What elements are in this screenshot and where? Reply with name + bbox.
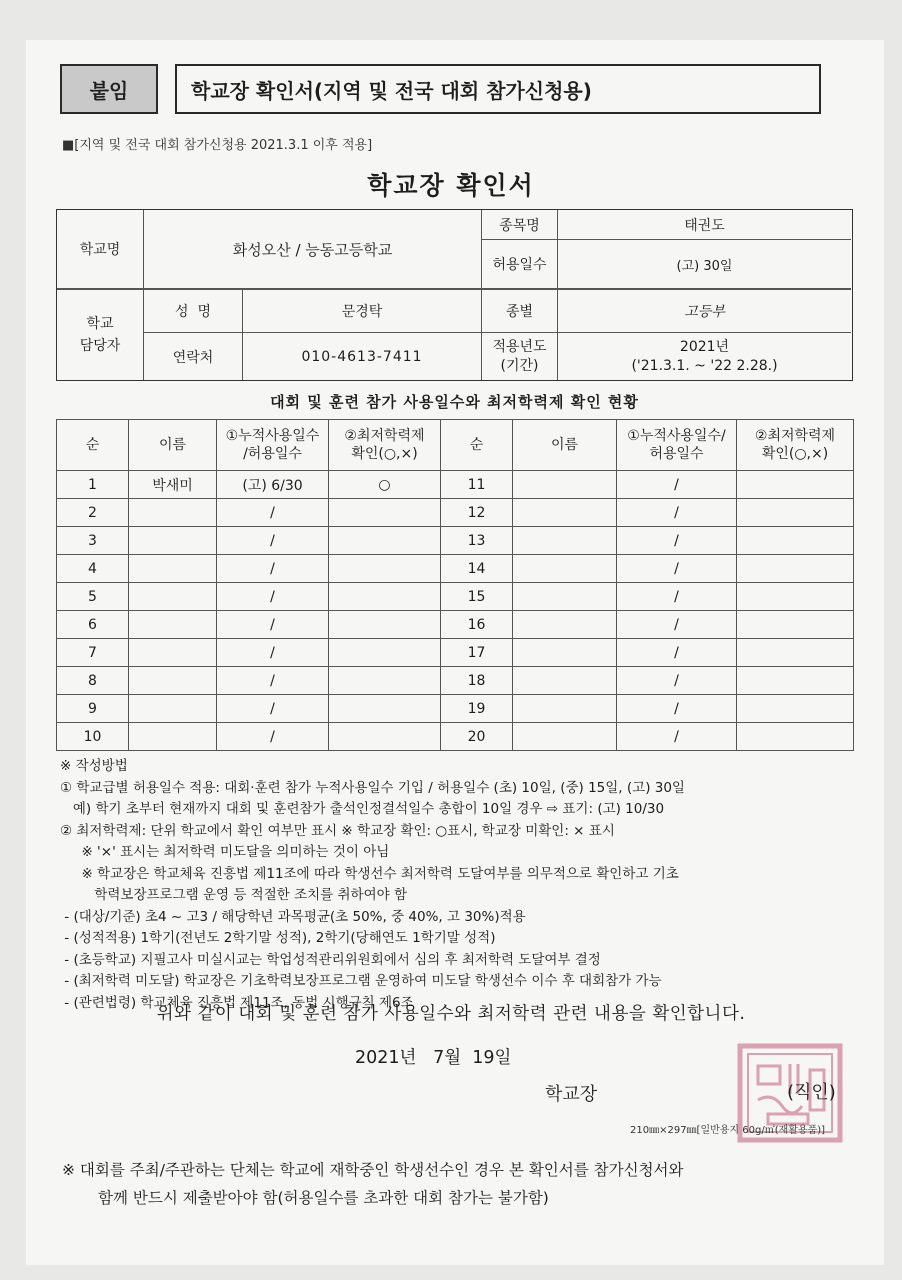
row-check: [737, 667, 854, 695]
confirmation-statement: 위와 같이 대회 및 훈련 참가 사용일수와 최저학력 관련 내용을 확인합니다.: [156, 1004, 746, 1024]
row-check: [737, 527, 854, 555]
row-days: /: [617, 723, 737, 751]
instruction-line: ① 학교급별 허용일수 적용: 대회·훈련 참가 누적사용일수 기입 / 허용일수 (초) 10일, (중) 15일, (고) 30일: [60, 779, 685, 796]
writing-instructions: [60, 756, 860, 1014]
division-value: 고등부: [684, 303, 725, 320]
col-name-right: 이름: [513, 420, 617, 471]
row-days: /: [617, 527, 737, 555]
table-row: [57, 471, 854, 499]
info-table: [56, 209, 853, 381]
row-no: 3: [57, 527, 129, 555]
school-value: 화성오산 / 능동고등학교: [232, 240, 393, 259]
table-row: [57, 667, 854, 695]
row-name: [513, 583, 617, 611]
instruction-line: ※ 학교장은 학교체육 진흥법 제11조에 따라 학생선수 최저학력 도달여부를 의무적으로 확인하고 기초: [60, 865, 679, 882]
event-label: 종목명: [499, 217, 540, 234]
row-name: [129, 695, 217, 723]
footer-note: [62, 1156, 862, 1212]
school-label: 학교명: [79, 242, 121, 258]
row-check: [737, 639, 854, 667]
instruction-line: ② 최저학력제: 단위 학교에서 확인 여부만 표시 ※ 학교장 확인: ○표시, 학교장 미확인: × 표시: [60, 822, 615, 839]
row-days: /: [217, 667, 329, 695]
row-no: 18: [441, 667, 513, 695]
row-no: 19: [441, 695, 513, 723]
row-check: [737, 723, 854, 751]
row-name: [513, 639, 617, 667]
year-value: 2021년: [679, 338, 730, 355]
row-check: [737, 555, 854, 583]
row-name: [129, 723, 217, 751]
name-value: 문경탁: [341, 303, 383, 320]
table-row: [57, 611, 854, 639]
row-name: [513, 695, 617, 723]
row-name: [513, 723, 617, 751]
row-name: [129, 611, 217, 639]
table-row: [57, 695, 854, 723]
row-name: [513, 471, 617, 499]
row-name: [129, 583, 217, 611]
row-name: [129, 527, 217, 555]
row-check: ○: [329, 471, 441, 499]
row-name: [513, 499, 617, 527]
row-no: 9: [57, 695, 129, 723]
row-days: (고) 6/30: [217, 471, 329, 499]
year-cell: [558, 333, 851, 380]
seal-label: (직인): [787, 1082, 836, 1103]
event-value: 태권도: [684, 217, 725, 234]
row-days: /: [617, 471, 737, 499]
signing-date: 2021년 7월 19일: [355, 1048, 512, 1068]
row-name: 박새미: [129, 471, 217, 499]
row-check: [329, 499, 441, 527]
row-days: /: [217, 555, 329, 583]
row-no: 10: [57, 723, 129, 751]
row-check: [329, 583, 441, 611]
instruction-line: - (관련법령) 학교체육 진흥법 제11조, 동법 시행규칙 제6조: [60, 994, 414, 1011]
col-no: 순: [57, 420, 129, 471]
col-days-right: ①누적사용일수/ 허용일수: [617, 420, 737, 471]
row-days: /: [617, 639, 737, 667]
row-no: 4: [57, 555, 129, 583]
instruction-line: 예) 학기 초부터 현재까지 대회 및 훈련참가 출석인정결석일수 총합이 10일 경우 ⇨ 표기: (고) 10/30: [60, 801, 665, 817]
table-row: [57, 499, 854, 527]
row-check: [329, 667, 441, 695]
row-name: [513, 667, 617, 695]
row-days: /: [217, 499, 329, 527]
row-no: 11: [441, 471, 513, 499]
row-days: /: [217, 639, 329, 667]
row-check: [329, 695, 441, 723]
row-name: [129, 667, 217, 695]
document-title: 학교장 확인서: [367, 171, 535, 200]
instruction-line: ※ 작성방법: [60, 758, 128, 774]
row-check: [737, 499, 854, 527]
row-no: 15: [441, 583, 513, 611]
row-name: [129, 499, 217, 527]
instruction-line: 학력보장프로그램 운영 등 적절한 조치를 취하여야 함: [60, 887, 407, 903]
row-days: /: [217, 583, 329, 611]
row-check: [737, 611, 854, 639]
header-title-box: 학교장 확인서(지역 및 전국 대회 참가신청용): [175, 64, 821, 114]
instruction-line: - (최저학력 미도달) 학교장은 기초학력보장프로그램 운영하여 미도달 학생선수 이수 후 대회참가 가능: [60, 973, 662, 989]
row-name: [513, 611, 617, 639]
row-name: [513, 555, 617, 583]
instruction-line: - (초등학교) 지필고사 미실시교는 학업성적관리위원회에서 심의 후 최저학력 도달여부 결정: [60, 951, 601, 968]
col-days: ①누적사용일수 /허용일수: [217, 420, 329, 471]
row-days: /: [217, 527, 329, 555]
row-no: 12: [441, 499, 513, 527]
paper-spec: 210㎜×297㎜[일반용지 60g/㎡(재활용품)]: [630, 1125, 826, 1136]
row-days: /: [617, 667, 737, 695]
row-no: 17: [441, 639, 513, 667]
manager-label: 학교 담당자: [79, 315, 121, 354]
row-check: [329, 555, 441, 583]
row-no: 16: [441, 611, 513, 639]
principal-label: 학교장: [545, 1084, 598, 1105]
row-no: 8: [57, 667, 129, 695]
days-label: 허용일수: [492, 257, 547, 273]
division-label: 종별: [505, 303, 534, 320]
col-academic-right: ②최저학력제 확인(○,×): [737, 420, 854, 471]
status-table: [56, 419, 854, 751]
table-row: [57, 583, 854, 611]
row-no: 7: [57, 639, 129, 667]
row-days: /: [617, 499, 737, 527]
row-check: [329, 639, 441, 667]
footer-line-1: ※ 대회를 주최/주관하는 단체는 학교에 재학중인 학생선수인 경우 본 확인서를 참가신청서와: [62, 1161, 684, 1179]
status-title: 대회 및 훈련 참가 사용일수와 최저학력제 확인 현황: [270, 392, 639, 411]
name-label: 성 명: [175, 303, 211, 320]
row-days: /: [617, 695, 737, 723]
instruction-line: ※ '×' 표시는 최저학력 미도달을 의미하는 것이 아님: [60, 844, 390, 860]
row-days: /: [217, 611, 329, 639]
row-no: 2: [57, 499, 129, 527]
year-period: ('21.3.1. ~ '22 2.28.): [631, 357, 778, 374]
row-name: [129, 555, 217, 583]
row-no: 5: [57, 583, 129, 611]
footer-line-2: 함께 반드시 제출받아야 함(허용일수를 초과한 대회 참가는 불가함): [98, 1189, 549, 1207]
row-check: [737, 583, 854, 611]
row-days: /: [617, 611, 737, 639]
days-value: (고) 30일: [676, 258, 733, 274]
year-label: 적용년도 (기간): [492, 338, 547, 374]
row-days: /: [217, 723, 329, 751]
row-check: [329, 611, 441, 639]
row-no: 13: [441, 527, 513, 555]
row-no: 6: [57, 611, 129, 639]
table-row: [57, 723, 854, 751]
col-no-right: 순: [441, 420, 513, 471]
row-check: [737, 695, 854, 723]
table-header-row: [57, 420, 854, 471]
table-row: [57, 555, 854, 583]
row-check: [329, 723, 441, 751]
row-days: /: [617, 555, 737, 583]
contact-label: 연락처: [172, 349, 214, 366]
row-no: 20: [441, 723, 513, 751]
table-row: [57, 639, 854, 667]
contact-value: 010-4613-7411: [301, 348, 423, 365]
col-academic: ②최저학력제 확인(○,×): [329, 420, 441, 471]
instruction-line: - (대상/기준) 초4 ~ 고3 / 해당학년 과목평균(초 50%, 중 40%, 고 30%)적용: [60, 908, 526, 925]
row-days: /: [617, 583, 737, 611]
applicability-note: ■[지역 및 전국 대회 참가신청용 2021.3.1 이후 적용]: [62, 138, 373, 153]
row-check: [329, 527, 441, 555]
row-no: 1: [57, 471, 129, 499]
row-name: [129, 639, 217, 667]
row-no: 14: [441, 555, 513, 583]
table-row: [57, 527, 854, 555]
attachment-tag: 붙임: [60, 64, 158, 114]
instruction-line: - (성적적용) 1학기(전년도 2학기말 성적), 2학기(당해연도 1학기말 성적): [60, 930, 496, 946]
row-days: /: [217, 695, 329, 723]
col-name: 이름: [129, 420, 217, 471]
row-name: [513, 527, 617, 555]
row-check: [737, 471, 854, 499]
